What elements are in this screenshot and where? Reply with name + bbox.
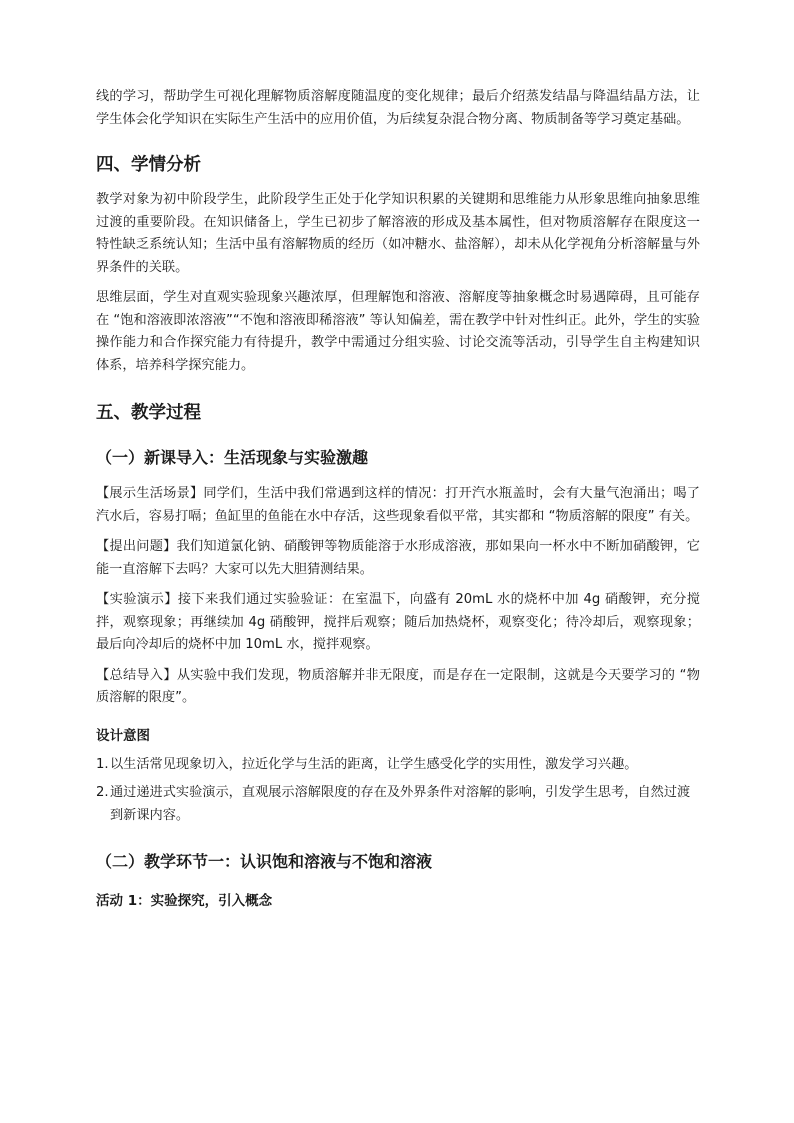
- summary-paragraph: 【总结导入】从实验中我们发现，物质溶解并非无限度，而是存在一定限制，这就是今天要学习的 “物质溶解的限度”。: [96, 667, 700, 705]
- experiment-paragraph: 【实验演示】接下来我们通过实验验证：在室温下，向盛有 20mL 水的烧杯中加 4g 硝酸钾，充分搅拌，观察现象；再继续加 4g 硝酸钾，搅拌后观察；随后加热烧杯，观察变化；待冷却后，观察现象；最后向冷却后的烧杯中加 10mL 水，搅拌观察。: [96, 592, 700, 652]
- activity-1-heading: 活动 1：实验探究，引入概念: [96, 893, 273, 909]
- section-4-heading: 四、学情分析: [96, 155, 201, 175]
- list-item: [96, 782, 700, 827]
- scene-paragraph: 【展示生活场景】同学们，生活中我们常遇到这样的情况：打开汽水瓶盖时，会有大量气泡涌出；喝了汽水后，容易打嗝；鱼缸里的鱼能在水中存活，这些现象看似平常，其实都和 “物质溶解的限度” 有关。: [96, 486, 700, 524]
- section-5-heading: 五、教学过程: [96, 403, 201, 423]
- design-intent-list: [96, 754, 700, 828]
- document-page: [96, 86, 700, 911]
- design-intent-heading: 设计意图: [96, 727, 150, 744]
- section-4-paragraph-2: 思维层面，学生对直观实验现象兴趣浓厚，但理解饱和溶液、溶解度等抽象概念时易遇障碍，且可能存在 “饱和溶液即浓溶液”“不饱和溶液即稀溶液” 等认知偏差，需在教学中针对性纠正。此外，学生的实验操作能力和合作探究能力有待提升，教学中需通过分组实验、讨论交流等活动，引导学生自主构建知识体系，培养科学探究能力。: [96, 290, 700, 373]
- subsection-1-heading: （一）新课导入：生活现象与实验激趣: [96, 448, 369, 467]
- list-item-text: 以生活常见现象切入，拉近化学与生活的距离，让学生感受化学的实用性，激发学习兴趣。: [110, 756, 638, 772]
- section-4-paragraph-1: 教学对象为初中阶段学生，此阶段学生正处于化学知识积累的关键期和思维能力从形象思维向抽象思维过渡的重要阶段。在知识储备上，学生已初步了解溶液的形成及基本属性，但对物质溶解存在限度这一特性缺乏系统认知；生活中虽有溶解物质的经历（如冲糖水、盐溶解），却未从化学视角分析溶解量与外界条件的关联。: [96, 192, 700, 275]
- intro-paragraph: 线的学习，帮助学生可视化理解物质溶解度随温度的变化规律；最后介绍蒸发结晶与降温结晶方法，让学生体会化学知识在实际生产生活中的应用价值，为后续复杂混合物分离、物质制备等学习奠定基础。: [96, 89, 700, 127]
- subsection-2-heading: （二）教学环节一：认识饱和溶液与不饱和溶液: [96, 852, 433, 871]
- list-item: [96, 754, 700, 777]
- list-item-number: 2.: [96, 785, 109, 800]
- question-paragraph: 【提出问题】我们知道氯化钠、硝酸钾等物质能溶于水形成溶液，那如果向一杯水中不断加硝酸钾，它能一直溶解下去吗？大家可以先大胆猜测结果。: [96, 539, 700, 577]
- list-item-number: 1.: [96, 756, 109, 772]
- list-item-text: 通过递进式实验演示，直观展示溶解限度的存在及外界条件对溶解的影响，引发学生思考，自然过渡到新课内容。: [110, 785, 691, 823]
